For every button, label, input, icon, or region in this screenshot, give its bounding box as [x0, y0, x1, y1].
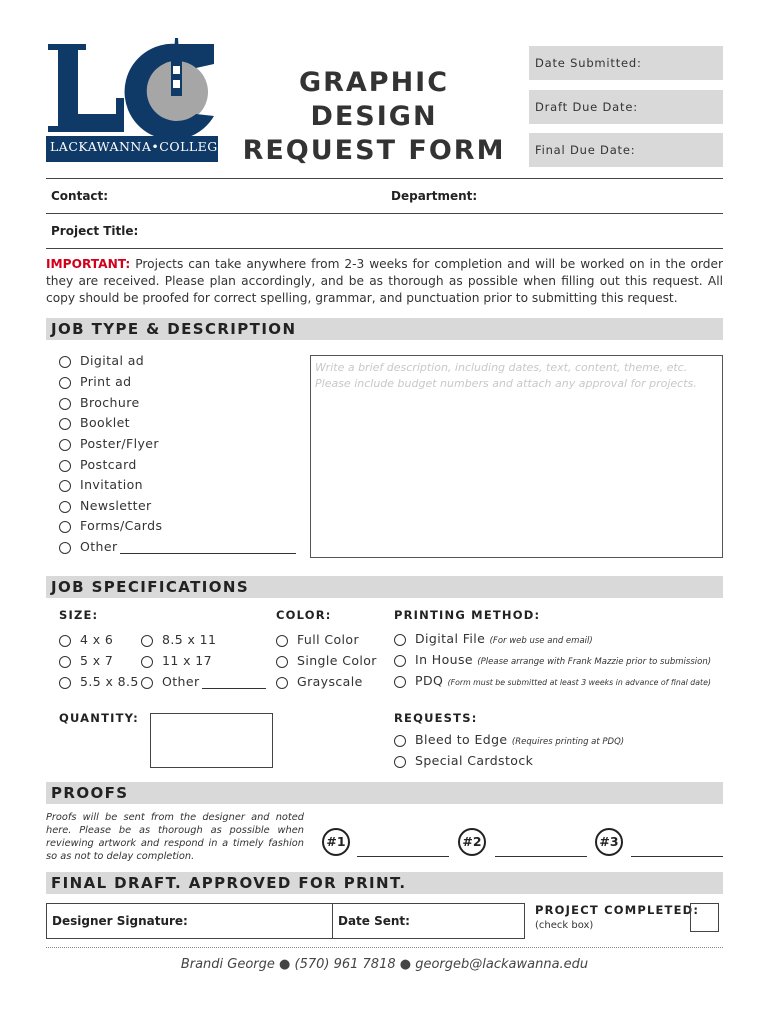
section-final-draft-heading: FINAL DRAFT. APPROVED FOR PRINT.	[51, 874, 407, 892]
footer-divider	[46, 947, 723, 948]
description-textarea[interactable]	[310, 355, 723, 558]
section-job-type-heading: JOB TYPE & DESCRIPTION	[51, 320, 297, 338]
date-submitted-label: Date Submitted:	[535, 56, 642, 70]
proof-2-field[interactable]	[495, 843, 587, 857]
radio-icon[interactable]	[59, 501, 71, 513]
radio-icon[interactable]	[59, 377, 71, 389]
draft-due-date-field[interactable]	[529, 90, 723, 124]
size-other-text-field[interactable]	[202, 688, 266, 689]
radio-icon[interactable]	[59, 439, 71, 451]
job-type-print-ad[interactable]	[59, 374, 132, 389]
color-single[interactable]	[276, 653, 377, 668]
date-sent-label: Date Sent:	[338, 914, 410, 928]
project-completed-label: PROJECT COMPLETED:	[535, 903, 700, 917]
job-type-newsletter[interactable]	[59, 498, 152, 513]
printing-note: (Form must be submitted at least 3 weeks in advance of final date)	[447, 678, 711, 687]
footer-contact: Brandi George ● (570) 961 7818 ● georgeb@lackawanna.edu	[180, 957, 589, 972]
radio-icon[interactable]	[276, 677, 288, 689]
radio-icon[interactable]	[141, 677, 153, 689]
job-type-digital-ad[interactable]	[59, 353, 144, 368]
job-type-invitation[interactable]	[59, 477, 143, 492]
signature-box	[46, 903, 525, 939]
job-type-label: Digital ad	[80, 353, 145, 368]
size-5x7[interactable]	[59, 653, 113, 668]
printing-note: (For web use and email)	[489, 636, 593, 646]
job-type-label: Newsletter	[80, 498, 152, 513]
title-line-1: GRAPHIC DESIGN	[298, 67, 450, 132]
printing-note: (Please arrange with Frank Mazzie prior to submission)	[477, 657, 712, 667]
proof-1-badge: #1	[322, 828, 350, 856]
radio-icon[interactable]	[276, 635, 288, 647]
date-sent-field[interactable]	[333, 904, 526, 938]
radio-icon[interactable]	[59, 356, 71, 368]
request-note: (Requires printing at PDQ)	[511, 737, 625, 747]
department-label: Department:	[391, 189, 478, 203]
color-full[interactable]	[276, 632, 359, 647]
size-5.5x8.5[interactable]	[59, 674, 139, 689]
request-label: Bleed to Edge	[415, 732, 508, 747]
size-11x17[interactable]	[141, 653, 212, 668]
job-type-label: Booklet	[80, 415, 130, 430]
job-type-label: Print ad	[80, 374, 132, 389]
important-notice	[46, 256, 723, 307]
designer-signature-field[interactable]	[47, 904, 333, 938]
project-title-field[interactable]	[130, 219, 723, 243]
size-8.5x11[interactable]	[141, 632, 216, 647]
form-title	[232, 66, 516, 168]
size-label: 11 x 17	[162, 653, 212, 668]
radio-icon[interactable]	[59, 418, 71, 430]
size-label: Other	[162, 674, 200, 689]
radio-icon[interactable]	[394, 676, 406, 688]
request-bleed-to-edge[interactable]	[394, 732, 624, 747]
color-label: Full Color	[297, 632, 359, 647]
date-submitted-field[interactable]	[529, 46, 723, 80]
radio-icon[interactable]	[59, 677, 71, 689]
section-final-draft	[46, 872, 723, 894]
section-job-type	[46, 318, 723, 340]
proofs-instructions: Proofs will be sent from the designer and noted here. Please be as thorough as possible when reviewing artwork and respond in a timely fashion so as not to delay completion.	[46, 812, 304, 862]
project-title-label: Project Title:	[51, 224, 139, 238]
contact-label: Contact:	[51, 189, 109, 203]
color-label: Grayscale	[297, 674, 363, 689]
contact-field[interactable]	[115, 184, 375, 208]
size-other[interactable]	[141, 674, 266, 689]
job-type-poster-flyer[interactable]	[59, 436, 159, 451]
other-text-field[interactable]	[120, 553, 296, 554]
divider	[46, 248, 723, 249]
radio-icon[interactable]	[141, 656, 153, 668]
radio-icon[interactable]	[276, 656, 288, 668]
section-job-specs-heading: JOB SPECIFICATIONS	[51, 578, 250, 596]
request-special-cardstock[interactable]	[394, 753, 533, 768]
radio-icon[interactable]	[394, 655, 406, 667]
project-completed-checkbox[interactable]	[690, 903, 719, 932]
logo-institution-name: LACKAWANNA•COLLEGE	[50, 139, 228, 154]
radio-icon[interactable]	[59, 521, 71, 533]
final-due-date-field[interactable]	[529, 133, 723, 167]
radio-icon[interactable]	[59, 656, 71, 668]
final-due-date-label: Final Due Date:	[535, 143, 636, 157]
check-box-hint: (check box)	[535, 920, 594, 931]
printing-label: In House	[415, 652, 473, 667]
department-field[interactable]	[475, 184, 723, 208]
radio-icon[interactable]	[394, 735, 406, 747]
request-label: Special Cardstock	[415, 753, 534, 768]
radio-icon[interactable]	[59, 635, 71, 647]
proof-3-field[interactable]	[631, 843, 723, 857]
job-type-forms-cards[interactable]	[59, 518, 162, 533]
job-type-brochure[interactable]	[59, 395, 140, 410]
radio-icon[interactable]	[394, 756, 406, 768]
color-grayscale[interactable]	[276, 674, 363, 689]
printing-pdq[interactable]	[394, 673, 711, 688]
section-job-specs	[46, 576, 723, 598]
radio-icon[interactable]	[59, 542, 71, 554]
size-heading: SIZE:	[59, 608, 99, 622]
job-type-label: Postcard	[80, 457, 137, 472]
job-type-label: Other	[80, 539, 118, 554]
job-type-label: Poster/Flyer	[80, 436, 159, 451]
size-label: 4 x 6	[80, 632, 114, 647]
requests-heading: REQUESTS:	[394, 711, 478, 725]
description-placeholder: Write a brief description, including dates, text, content, theme, etc. Please include budget numbers and attach any approval for projects.	[315, 361, 697, 390]
designer-signature-label: Designer Signature:	[52, 914, 188, 928]
quantity-heading: QUANTITY:	[59, 711, 139, 725]
divider	[46, 178, 723, 179]
color-label: Single Color	[297, 653, 377, 668]
printing-label: PDQ	[415, 673, 444, 688]
radio-icon[interactable]	[59, 480, 71, 492]
job-type-other[interactable]	[59, 539, 296, 554]
size-4x6[interactable]	[59, 632, 113, 647]
radio-icon[interactable]	[59, 398, 71, 410]
radio-icon[interactable]	[394, 634, 406, 646]
college-logo	[46, 36, 228, 162]
section-proofs	[46, 782, 723, 804]
size-label: 5.5 x 8.5	[80, 674, 139, 689]
quantity-field[interactable]	[150, 713, 273, 768]
job-type-booklet[interactable]	[59, 415, 130, 430]
job-type-label: Forms/Cards	[80, 518, 163, 533]
printing-in-house[interactable]	[394, 652, 711, 667]
proof-3-badge: #3	[595, 828, 623, 856]
radio-icon[interactable]	[141, 635, 153, 647]
size-label: 8.5 x 11	[162, 632, 217, 647]
important-label: IMPORTANT:	[46, 257, 131, 271]
important-text: Projects can take anywhere from 2-3 weeks for completion and will be worked on in the order they are received. Please plan accordingly, and be as thorough as possible when filling out this request. All copy should be proofed for correct spelling, grammar, and punctuation prior to submitting this request.	[46, 257, 723, 305]
job-type-postcard[interactable]	[59, 457, 137, 472]
title-line-2: REQUEST FORM	[242, 135, 506, 166]
proof-1-field[interactable]	[357, 843, 449, 857]
size-label: 5 x 7	[80, 653, 114, 668]
divider	[46, 213, 723, 214]
radio-icon[interactable]	[59, 460, 71, 472]
job-type-label: Invitation	[80, 477, 143, 492]
printing-method-heading: PRINTING METHOD:	[394, 608, 541, 622]
section-proofs-heading: PROOFS	[51, 784, 129, 802]
printing-digital-file[interactable]	[394, 631, 593, 646]
job-type-label: Brochure	[80, 395, 140, 410]
color-heading: COLOR:	[276, 608, 332, 622]
proof-2-badge: #2	[458, 828, 486, 856]
draft-due-date-label: Draft Due Date:	[535, 100, 638, 114]
printing-label: Digital File	[415, 631, 486, 646]
